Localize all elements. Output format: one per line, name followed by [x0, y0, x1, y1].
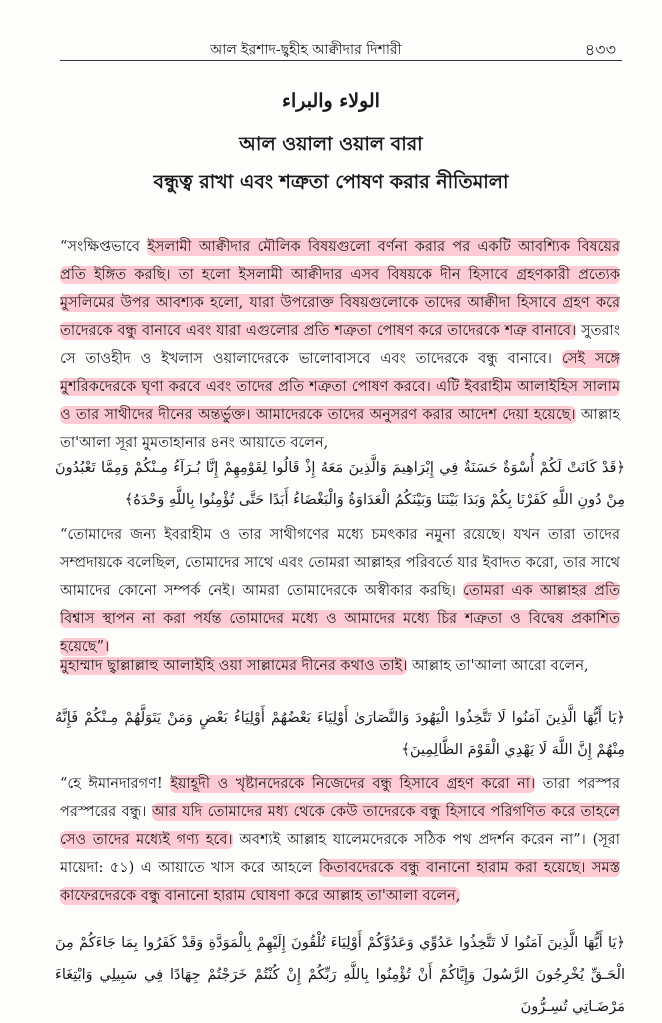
highlighted-text: সেই সঙ্গে মুশরিকদেরকে ঘৃণা করবে এবং তাদের প্রতি শত্রুতা পোষণ করবে। এটি ইবরাহীম আলাইহিস সালাম ও তার সাথীদের দীনের অন্তর্ভুক্ত। আমাদেরকে তাদের অনুসরণ করার আদেশ দেয়া হয়েছে। [60, 351, 620, 423]
paragraph-translation-1 [60, 521, 620, 661]
text-segment: “সংক্ষিপ্তভাবে [60, 239, 148, 255]
running-title: আল ইরশাদ-ছ্বহীহ আক্বীদার দিশারী [210, 42, 402, 58]
text-segment: সুতরাং সে তাওহীদ ও ইখলাস ওয়ালাদেরকে ভালোবাসবে এবং তাদেরকে বন্ধু বানাবে। [60, 323, 620, 367]
running-head [60, 36, 622, 61]
highlighted-text: মুহাম্মাদ ছ্বাল্লাল্লাহু আলাইহি ওয়া সাল্লামের দীনের কথাও তাই। [60, 658, 408, 674]
text-segment: অবশ্যই আল্লাহ যালেমদেরকে সঠিক পথ প্রদর্শন করেন না”। (সূরা মায়েদা: ৫১) এ আয়াতে খাস করে আহলে [60, 832, 620, 876]
highlighted-text: ইসলামী আক্বীদার মৌলিক বিষয়গুলো বর্ণনা করার পর একটি আবশ্যিক বিষয়ের প্রতি ইঙ্গিত করছি। তা হলো ইসলামী আক্বীদার এসব বিষয়কে দীন হিসাবে গ্রহণকারী প্রত্যেক মুসলিমের উপর আবশ্যক হলো, যারা উপরোক্ত বিষয়গুলোকে তাদের আক্বীদা হিসাবে গ্রহণ করে তাদেরকে বন্ধু বানাবে এবং যারা এগুলোর প্রতি শত্রুতা পোষণ করে তাদেরকে শত্রু বানাবে। [60, 239, 620, 339]
highlighted-text: আর যদি তোমাদের মধ্য থেকে কেউ তাদেরকে বন্ধু হিসাবে পরিগণিত করে তাহলে সেও তাদের মধ্যেই গণ্য হবে। [60, 804, 621, 848]
paragraph-muhammad [60, 652, 620, 680]
paragraph-intro [60, 233, 620, 457]
paragraph-translation-2 [60, 770, 620, 910]
highlighted-text: তোমরা এক আল্লাহর প্রতি বিশ্বাস স্থাপন না করা পর্যন্ত তোমাদের মধ্যে ও আমাদের মধ্যে চির শত্রুতা ও বিদ্বেষ প্রকাশিত হয়েছে”। [60, 583, 620, 655]
highlighted-text: কিতাবদেরকে বন্ধু বানানো হারাম করা হয়েছে। সমস্ত কাফেরদেরকে বন্ধু বানানো হারাম ঘোষণা করে আল্লাহ তা'আলা বলেন, [60, 860, 620, 904]
quran-verse-mumtahana-1: ﴿يَا أَيُّهَا الَّذِينَ آمَنُوا لَا تَتَّخِذُوا عَدُوِّي وَعَدُوَّكُمْ أَوْلِيَاءَ تُلْقُونَ إِلَيْهِمْ بِالْمَوَدَّةِ وَقَدْ كَفَرُوا بِمَا جَاءَكُمْ مِنَ الْحَـقِّ يُخْرِجُونَ الرَّسُولَ وَإِيَّاكُمْ أَنْ تُؤْمِنُوا بِاللَّهِ رَبِّكُمْ إِنْ كُنْتُمْ خَرَجْتُمْ جِهَادًا فِي سَبِيلِي وَابْتِغَاءَ مَرْضَـاتِي تُسِـرُّونَ [55, 935, 625, 1015]
text-segment: আল্লাহ তা'আলা সূরা মুমতাহানার ৪নং আয়াতে বলেন, [60, 407, 620, 451]
page-number: ৪৩৩ [584, 40, 616, 59]
text-segment: আল্লাহ তা'আলা আরো বলেন, [407, 658, 589, 674]
quran-verse-mumtahana: ﴿قَدْ كَانَتْ لَكُمْ أُسْوَةٌ حَسَنَةٌ فِي إِبْرَاهِيمَ وَالَّذِينَ مَعَهُ إِذْ قَالُوا لِقَوْمِهِمْ إِنَّا بُـرَآءُ مِـنْكُمْ وَمِمَّا تَعْبُدُونَ مِنْ دُونِ اللَّهِ كَفَرْنَا بِكُمْ وَبَدَا بَيْنَنَا وَبَيْنَكُمُ الْعَدَاوَةُ وَالْبَغْضَاءُ أَبَدًا حَتَّى تُؤْمِنُوا بِاللَّهِ وَحْدَهُ﴾ [55, 460, 625, 508]
chapter-title: আল ওয়ালা ওয়াল বারা [239, 133, 423, 155]
text-segment: “হে ঈমানদারগণ! [60, 776, 171, 792]
highlighted-text: ইয়াহূদী ও খৃষ্টানদেরকে নিজেদের বন্ধু হিসাবে গ্রহণ করো না। [170, 776, 536, 792]
quran-verse-maidah: ﴿يَا أَيُّهَا الَّذِينَ آمَنُوا لَا تَتَّخِذُوا الْيَهُودَ وَالنَّصَارَىٰ أَوْلِيَاءَ بَعْضُهُمْ أَوْلِيَاءُ بَعْضٍ وَمَنْ يَتَوَلَّهُمْ مِـنْكُمْ فَإِنَّهُ مِنْهُمْ إِنَّ اللَّهَ لَا يَهْدِي الْقَوْمَ الظَّالِمِينَ﴾ [55, 710, 625, 758]
text-segment: তারা পরস্পর পরস্পরের বন্ধু। [60, 776, 620, 820]
text-segment: “তোমাদের জন্য ইবরাহীম ও তার সাথীগণের মধ্যে চমৎকার নমুনা রয়েছে। যখন তারা তাদের সম্প্রদায়কে বলেছিল, তোমাদের সাথে এবং তোমরা আল্লাহর পরিবর্তে যার ইবাদত করো, তার সাথে আমাদের কোনো সম্পর্ক নেই। আমরা তোমাদেরকে অস্বীকার করছি। [60, 527, 620, 599]
chapter-subtitle: বন্ধুত্ব রাখা এবং শত্রুতা পোষণ করার নীতিমালা [153, 171, 509, 193]
arabic-heading: الولاء والبراء [282, 90, 380, 112]
